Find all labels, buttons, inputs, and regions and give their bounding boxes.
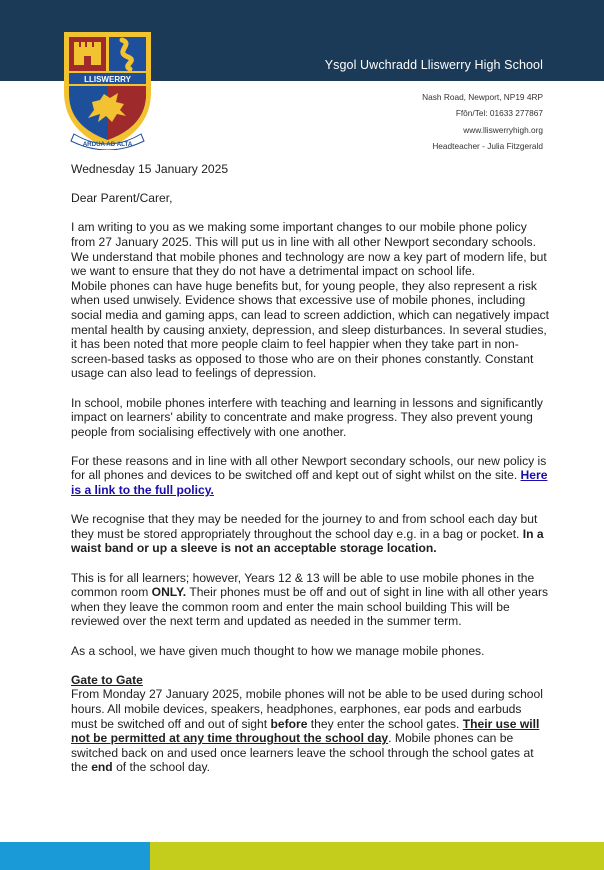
gate-text-d: of the school day. <box>112 760 210 775</box>
paragraph-benefits-risks: Mobile phones can have huge benefits but, for young people, they also represent a risk when used unwisely. Evidence shows that excessive use of mobile phones, including social media and gaming apps, can lead to screen addiction, which can negatively impact mental health by causing anxiety, depression, and sleep disturbances. In several studies, it has been noted that more people claim to feel happier when they take part in non-screen-based tasks as opposed to those who are on their phones constantly. Constant usage can also lead to feelings of depression. <box>71 278 549 381</box>
letter-date: Wednesday 15 January 2025 <box>71 162 229 176</box>
headteacher: Headteacher - Julia Fitzgerald <box>432 140 543 151</box>
gate-text-c: . Mobile phones can be switched back on and used once learners leave the school through the school gates at the <box>71 731 534 775</box>
paragraph-in-school: In school, mobile phones interfere with teaching and learning in lessons and significantly impact on learners' ability to concentrate and make progress. They also prevent young people from socialising effectively with one another. <box>71 395 543 439</box>
paragraph-gate-to-gate <box>71 687 551 775</box>
storage-warning: In a waist band or up a sleeve is not an acceptable storage location. <box>71 526 544 556</box>
castle-icon <box>74 42 101 65</box>
policy-link[interactable]: Here is a link to the full policy. <box>71 468 548 498</box>
gate-end: end <box>91 760 113 775</box>
crest-motto: ARDUA AD ALTA <box>82 141 133 148</box>
paragraph-intro: I am writing to you as we making some important changes to our mobile phone policy from 27 January 2025. This will put us in line with all other Newport secondary schools. We understand that mobile phones and technology are now a key part of modern life, but we want to ensure that they do not have a detrimental impact on school life. <box>71 220 547 279</box>
crest-banner-text: LLISWERRY <box>84 74 131 84</box>
letter-body <box>71 162 551 790</box>
gate-not-permitted: Their use will not be permitted at any time throughout the school day <box>71 716 540 746</box>
letter-salutation: Dear Parent/Carer, <box>71 191 173 206</box>
gate-heading-text: Gate to Gate <box>71 672 143 687</box>
paragraph-sixth-form <box>71 571 551 629</box>
sixth-form-text-a: This is for all learners; however, Years 12 & 13 will be able to use mobile phones in the common room <box>71 570 535 600</box>
school-crest-icon <box>62 30 153 150</box>
gate-to-gate-heading <box>71 673 551 688</box>
paragraph-policy <box>71 454 551 498</box>
footer-bar-green <box>150 842 604 870</box>
footer-bar-blue <box>0 842 150 870</box>
paragraph-management: As a school, we have given much thought to how we manage mobile phones. <box>71 643 485 658</box>
paragraph-storage <box>71 512 551 556</box>
school-name: Ysgol Uwchradd Lliswerry High School <box>324 58 543 72</box>
school-address: Nash Road, Newport, NP19 4RP <box>422 92 543 102</box>
storage-text: We recognise that they may be needed for the journey to and from school each day but they must be stored appropriately throughout the school day e.g. in a bag or pocket. <box>71 512 538 541</box>
gate-text-a: From Monday 27 January 2025, mobile phones will not be able to be used during school hours. All mobile devices, speakers, headphones, earphones, ear pods and earbuds must be switched off and out of sight <box>71 687 543 731</box>
policy-text: For these reasons and in line with all other Newport secondary schools, our new policy is for all phones and devices to be switched off and kept out of sight whilst on the site. <box>71 453 547 483</box>
gate-before: before <box>270 716 308 731</box>
contact-block <box>422 89 543 154</box>
sixth-form-only: ONLY. <box>151 585 187 600</box>
school-website[interactable]: www.lliswerryhigh.org <box>463 124 543 135</box>
school-phone: Ffôn/Tel: 01633 277867 <box>455 108 543 119</box>
sixth-form-text-b: Their phones must be off and out of sight in line with all other years when they leave the common room and enter the main school building This will be reviewed over the next term and updated as needed in the summer term. <box>71 585 549 629</box>
gate-text-b: they enter the school gates. <box>307 716 463 731</box>
